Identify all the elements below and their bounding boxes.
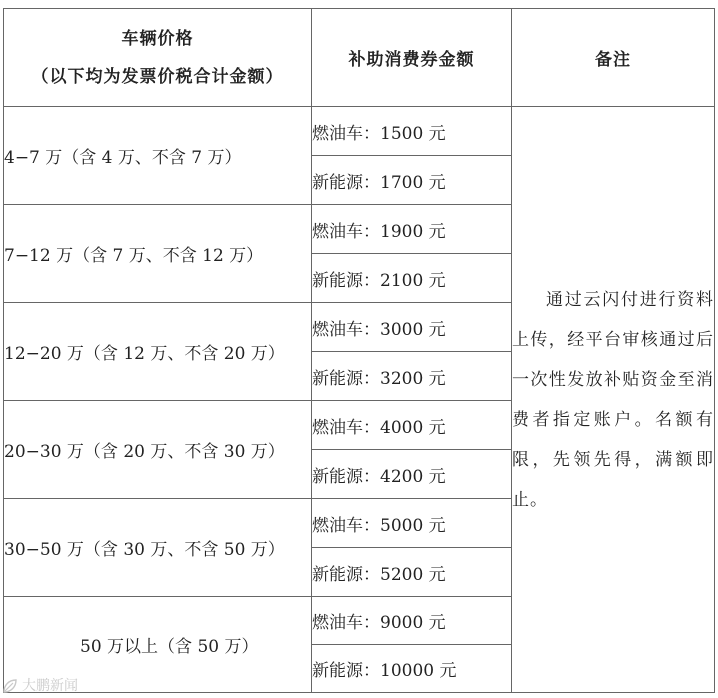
leaf-logo-icon bbox=[2, 678, 18, 694]
header-vehicle-price bbox=[4, 9, 312, 107]
price-range-cell: 4−7 万（含 4 万、不含 7 万） bbox=[4, 107, 312, 205]
ev-amount-cell: 新能源：3200 元 bbox=[312, 352, 512, 401]
table-header-row bbox=[4, 9, 715, 107]
ev-amount-cell: 新能源：10000 元 bbox=[312, 645, 512, 693]
ev-amount-cell: 新能源：4200 元 bbox=[312, 450, 512, 499]
header-price-title: 车辆价格 bbox=[121, 28, 194, 49]
fuel-amount-cell: 燃油车：3000 元 bbox=[312, 303, 512, 352]
ev-amount-cell: 新能源：1700 元 bbox=[312, 156, 512, 205]
watermark bbox=[2, 676, 120, 696]
fuel-amount-cell: 燃油车：4000 元 bbox=[312, 401, 512, 450]
ev-amount-cell: 新能源：2100 元 bbox=[312, 254, 512, 303]
watermark-text: 大鹏新闻 bbox=[22, 678, 78, 694]
header-price-subtitle: （以下均为发票价税合计金额） bbox=[31, 66, 284, 87]
header-voucher-amount: 补助消费券金额 bbox=[312, 9, 512, 107]
price-range-cell: 30−50 万（含 30 万、不含 50 万） bbox=[4, 499, 312, 597]
fuel-amount-cell: 燃油车：1900 元 bbox=[312, 205, 512, 254]
remarks-text: 通过云闪付进行资料上传，经平台审核通过后一次性发放补贴资金至消费者指定账户。名额有限，先领先得，满额即止。 bbox=[512, 289, 714, 510]
fuel-amount-cell: 燃油车：5000 元 bbox=[312, 499, 512, 548]
table-row bbox=[4, 107, 715, 156]
price-range-cell: 12−20 万（含 12 万、不含 20 万） bbox=[4, 303, 312, 401]
price-range-cell: 7−12 万（含 7 万、不含 12 万） bbox=[4, 205, 312, 303]
header-remarks: 备注 bbox=[512, 9, 715, 107]
price-range-cell: 20−30 万（含 20 万、不含 30 万） bbox=[4, 401, 312, 499]
subsidy-table bbox=[3, 8, 715, 693]
ev-amount-cell: 新能源：5200 元 bbox=[312, 548, 512, 597]
fuel-amount-cell: 燃油车：1500 元 bbox=[312, 107, 512, 156]
remarks-cell bbox=[512, 107, 715, 693]
fuel-amount-cell: 燃油车：9000 元 bbox=[312, 597, 512, 645]
price-range-cell: 50 万以上（含 50 万） bbox=[4, 597, 312, 693]
